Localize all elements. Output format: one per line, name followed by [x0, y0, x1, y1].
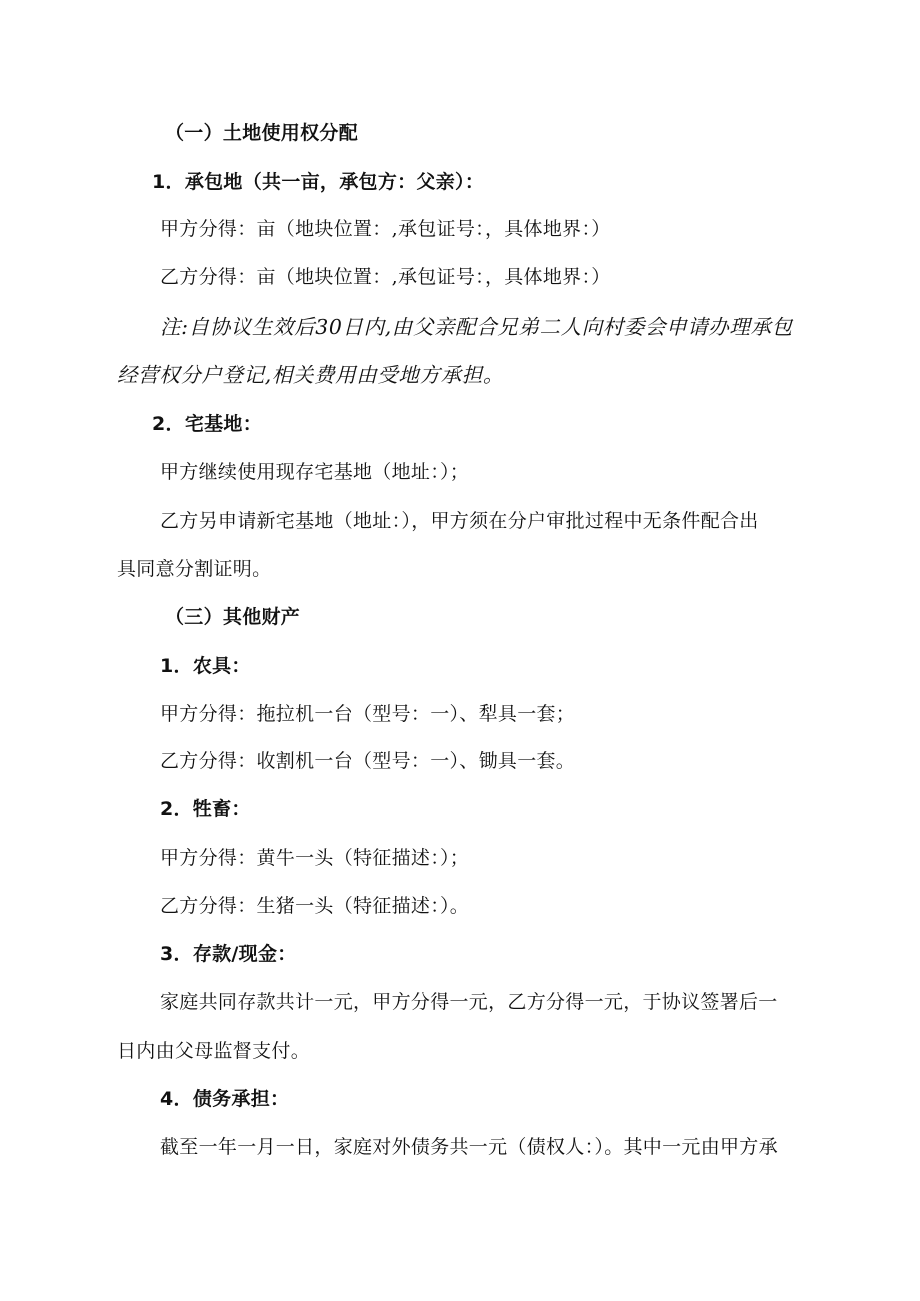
contract-land-party-b: 乙方分得：亩（地块位置：,承包证号：，具体地界：） — [160, 266, 611, 288]
deposit-line-2: 日内由父母监督支付。 — [117, 1040, 311, 1062]
note-line-2: 经营权分户登记,相关费用由受地方承担。 — [117, 363, 504, 387]
contract-land-party-a: 甲方分得：亩（地块位置：,承包证号：，具体地界：） — [160, 218, 611, 240]
item-livestock-heading: 2．牲畜： — [160, 798, 251, 820]
homestead-party-b-line-1: 乙方另申请新宅基地（地址：），甲方须在分户审批过程中无条件配合出 — [160, 510, 759, 532]
deposit-line-1: 家庭共同存款共计一元，甲方分得一元，乙方分得一元，于协议签署后一 — [160, 991, 778, 1013]
item-homestead-heading: 2．宅基地： — [152, 413, 263, 435]
homestead-party-b-line-2: 具同意分割证明。 — [117, 558, 272, 580]
item-debt-heading: 4．债务承担： — [160, 1088, 290, 1110]
homestead-party-a: 甲方继续使用现存宅基地（地址：）； — [160, 461, 470, 483]
section-other-heading: （三）其他财产 — [165, 606, 301, 628]
tools-party-a: 甲方分得：拖拉机一台（型号：一）、犁具一套； — [160, 703, 576, 725]
livestock-party-b: 乙方分得：生猪一头（特征描述：）。 — [160, 895, 470, 917]
tools-party-b: 乙方分得：收割机一台（型号：一）、锄具一套。 — [160, 750, 576, 772]
debt-line-1: 截至一年一月一日，家庭对外债务共一元（债权人：）。其中一元由甲方承 — [160, 1136, 778, 1158]
note-line-1: 注:自协议生效后30日内,由父亲配合兄弟二人向村委会申请办理承包 — [160, 315, 793, 339]
item-deposit-heading: 3．存款/现金： — [160, 943, 297, 965]
livestock-party-a: 甲方分得：黄牛一头（特征描述：）； — [160, 847, 470, 869]
item-contract-land-heading: 1．承包地（共一亩，承包方：父亲）： — [152, 171, 485, 193]
section-land-heading: （一）土地使用权分配 — [165, 122, 359, 144]
item-tools-heading: 1．农具： — [160, 655, 251, 677]
